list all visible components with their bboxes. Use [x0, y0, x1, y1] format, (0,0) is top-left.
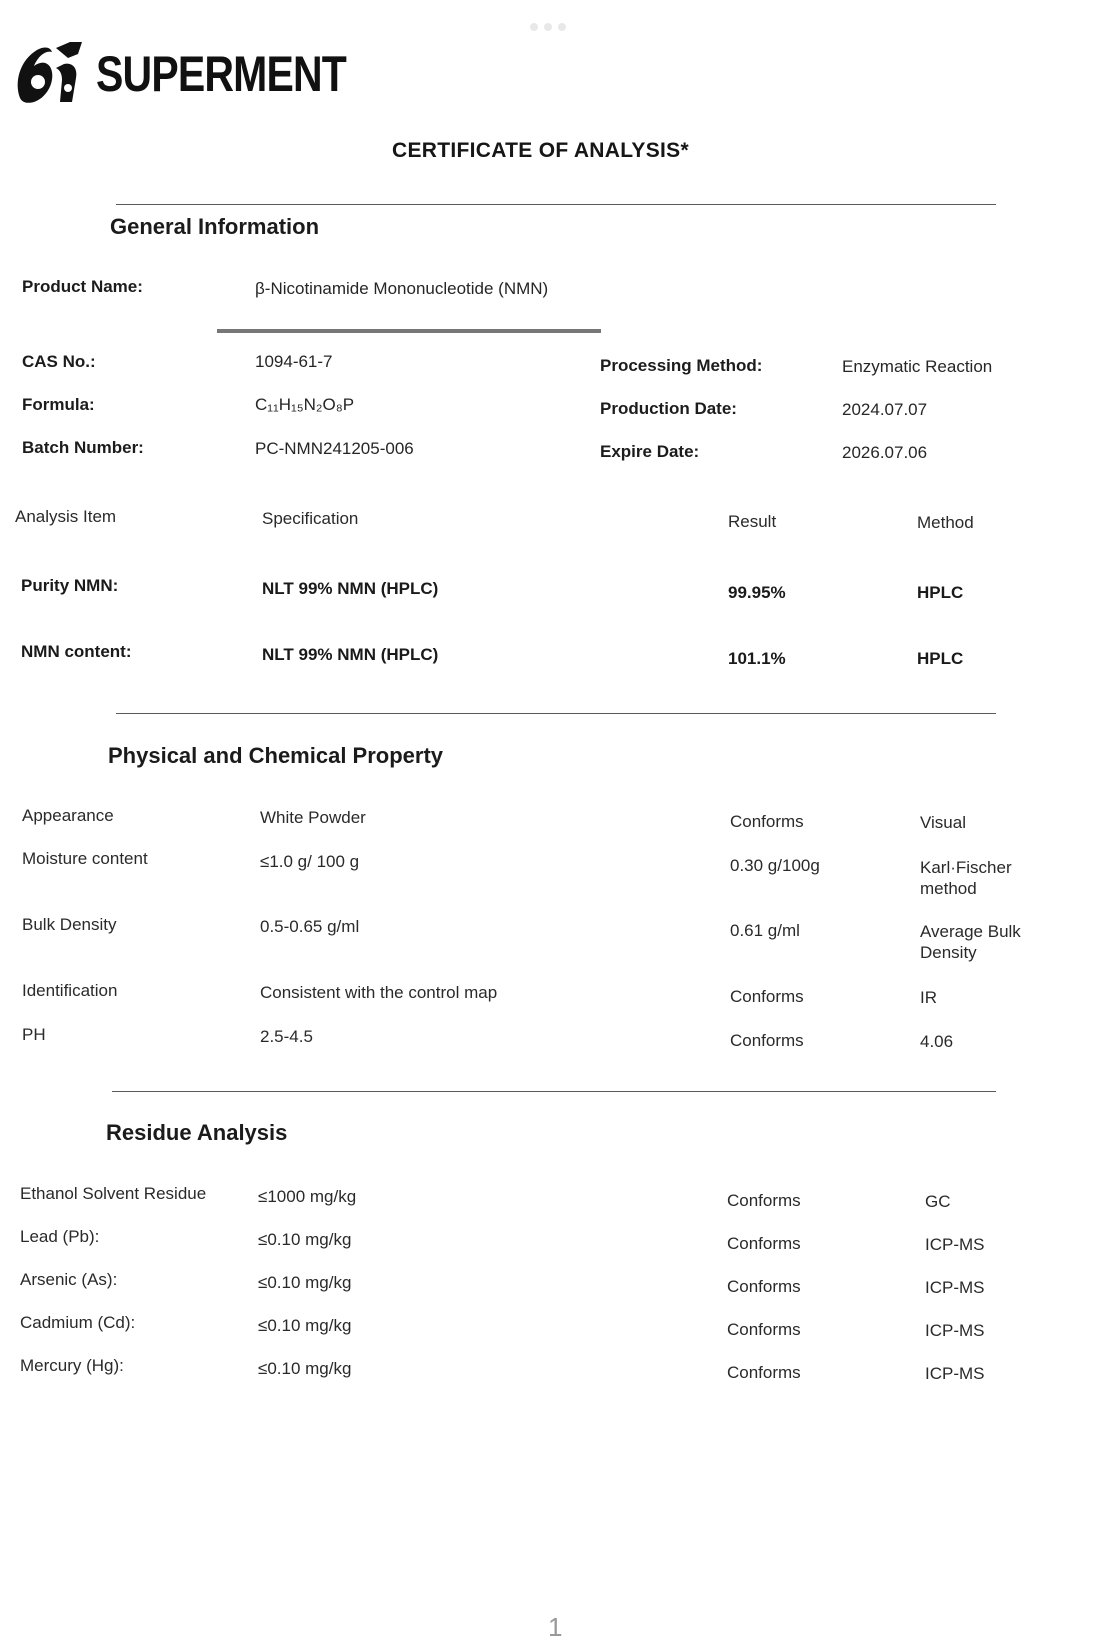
product-name-label: Product Name:	[22, 277, 143, 296]
general-info-heading: General Information	[110, 214, 320, 239]
residue-row-method: ICP-MS	[925, 1235, 985, 1254]
analysis-row-result: 101.1%	[728, 649, 786, 668]
physical-row-spec: Consistent with the control map	[260, 983, 498, 1002]
physical-row-method: 4.06	[920, 1032, 954, 1051]
residue-row-spec: ≤0.10 mg/kg	[258, 1230, 352, 1249]
superment-logo-icon	[12, 38, 90, 110]
cas-label: CAS No.:	[22, 352, 96, 371]
expire-date-label: Expire Date:	[600, 442, 700, 461]
physical-row-method: Visual	[920, 813, 966, 832]
analysis-row-spec: NLT 99% NMN (HPLC)	[262, 645, 439, 664]
analysis-row-method: HPLC	[917, 583, 964, 602]
analysis-row-item: Purity NMN:	[21, 576, 119, 595]
product-name-underline	[217, 329, 601, 333]
production-date-value: 2024.07.07	[842, 400, 928, 419]
physical-row-item: Bulk Density	[22, 915, 117, 934]
brand-name: SUPERMENT	[96, 46, 347, 102]
residue-row-result: Conforms	[727, 1234, 801, 1253]
physical-row-method: Karl·Fischer method	[920, 858, 1012, 898]
col-header-result: Result	[728, 512, 777, 531]
residue-row-method: ICP-MS	[925, 1278, 985, 1297]
residue-row-item: Ethanol Solvent Residue	[20, 1184, 207, 1203]
batch-number-label: Batch Number:	[22, 438, 144, 457]
residue-row-result: Conforms	[727, 1320, 801, 1339]
residue-row-spec: ≤0.10 mg/kg	[258, 1359, 352, 1378]
residue-row-spec: ≤1000 mg/kg	[258, 1187, 357, 1206]
residue-analysis-heading: Residue Analysis	[106, 1120, 288, 1145]
residue-row-result: Conforms	[727, 1191, 801, 1210]
residue-row-method: ICP-MS	[925, 1364, 985, 1383]
residue-row-spec: ≤0.10 mg/kg	[258, 1316, 352, 1335]
divider	[116, 713, 996, 714]
physical-row-result: 0.61 g/ml	[730, 921, 800, 940]
expire-date-value: 2026.07.06	[842, 443, 928, 462]
physical-row-spec: ≤1.0 g/ 100 g	[260, 852, 360, 871]
col-header-method: Method	[917, 513, 974, 532]
physical-row-result: Conforms	[730, 987, 804, 1006]
processing-method-label: Processing Method:	[600, 356, 763, 375]
document-title: CERTIFICATE OF ANALYSIS*	[392, 139, 689, 162]
physical-row-result: Conforms	[730, 812, 804, 831]
residue-row-result: Conforms	[727, 1363, 801, 1382]
analysis-row-spec: NLT 99% NMN (HPLC)	[262, 579, 439, 598]
physical-row-spec: 2.5-4.5	[260, 1027, 313, 1046]
processing-method-value: Enzymatic Reaction	[842, 357, 993, 376]
physical-row-item: Appearance	[22, 806, 114, 825]
physical-property-heading: Physical and Chemical Property	[108, 743, 444, 768]
residue-row-spec: ≤0.10 mg/kg	[258, 1273, 352, 1292]
divider	[116, 204, 996, 205]
divider	[112, 1091, 996, 1092]
physical-row-spec: White Powder	[260, 808, 366, 827]
col-header-spec: Specification	[262, 509, 359, 528]
production-date-label: Production Date:	[600, 399, 737, 418]
physical-row-method: IR	[920, 988, 937, 1007]
analysis-row-method: HPLC	[917, 649, 964, 668]
formula-value: C₁₁H₁₅N₂O₈P	[255, 395, 355, 414]
col-header-item: Analysis Item	[15, 507, 117, 526]
residue-row-result: Conforms	[727, 1277, 801, 1296]
physical-row-item: PH	[22, 1025, 46, 1044]
cas-value: 1094-61-7	[255, 352, 333, 371]
batch-number-value: PC-NMN241205-006	[255, 439, 414, 458]
physical-row-result: Conforms	[730, 1031, 804, 1050]
residue-row-item: Cadmium (Cd):	[20, 1313, 136, 1332]
physical-row-method: Average Bulk Density	[920, 922, 1021, 962]
residue-row-method: ICP-MS	[925, 1321, 985, 1340]
residue-row-item: Lead (Pb):	[20, 1227, 100, 1246]
product-name-value: β-Nicotinamide Mononucleotide (NMN)	[255, 279, 549, 298]
physical-row-spec: 0.5-0.65 g/ml	[260, 917, 360, 936]
residue-row-item: Mercury (Hg):	[20, 1356, 124, 1375]
analysis-row-result: 99.95%	[728, 583, 786, 602]
analysis-row-item: NMN content:	[21, 642, 132, 661]
page-number: 1	[548, 1612, 563, 1642]
page-indicator-dots	[530, 18, 572, 36]
physical-row-result: 0.30 g/100g	[730, 856, 820, 875]
physical-row-item: Identification	[22, 981, 118, 1000]
brand-logo	[12, 38, 401, 110]
residue-row-method: GC	[925, 1192, 951, 1211]
formula-label: Formula:	[22, 395, 95, 414]
physical-row-item: Moisture content	[22, 849, 148, 868]
residue-row-item: Arsenic (As):	[20, 1270, 118, 1289]
